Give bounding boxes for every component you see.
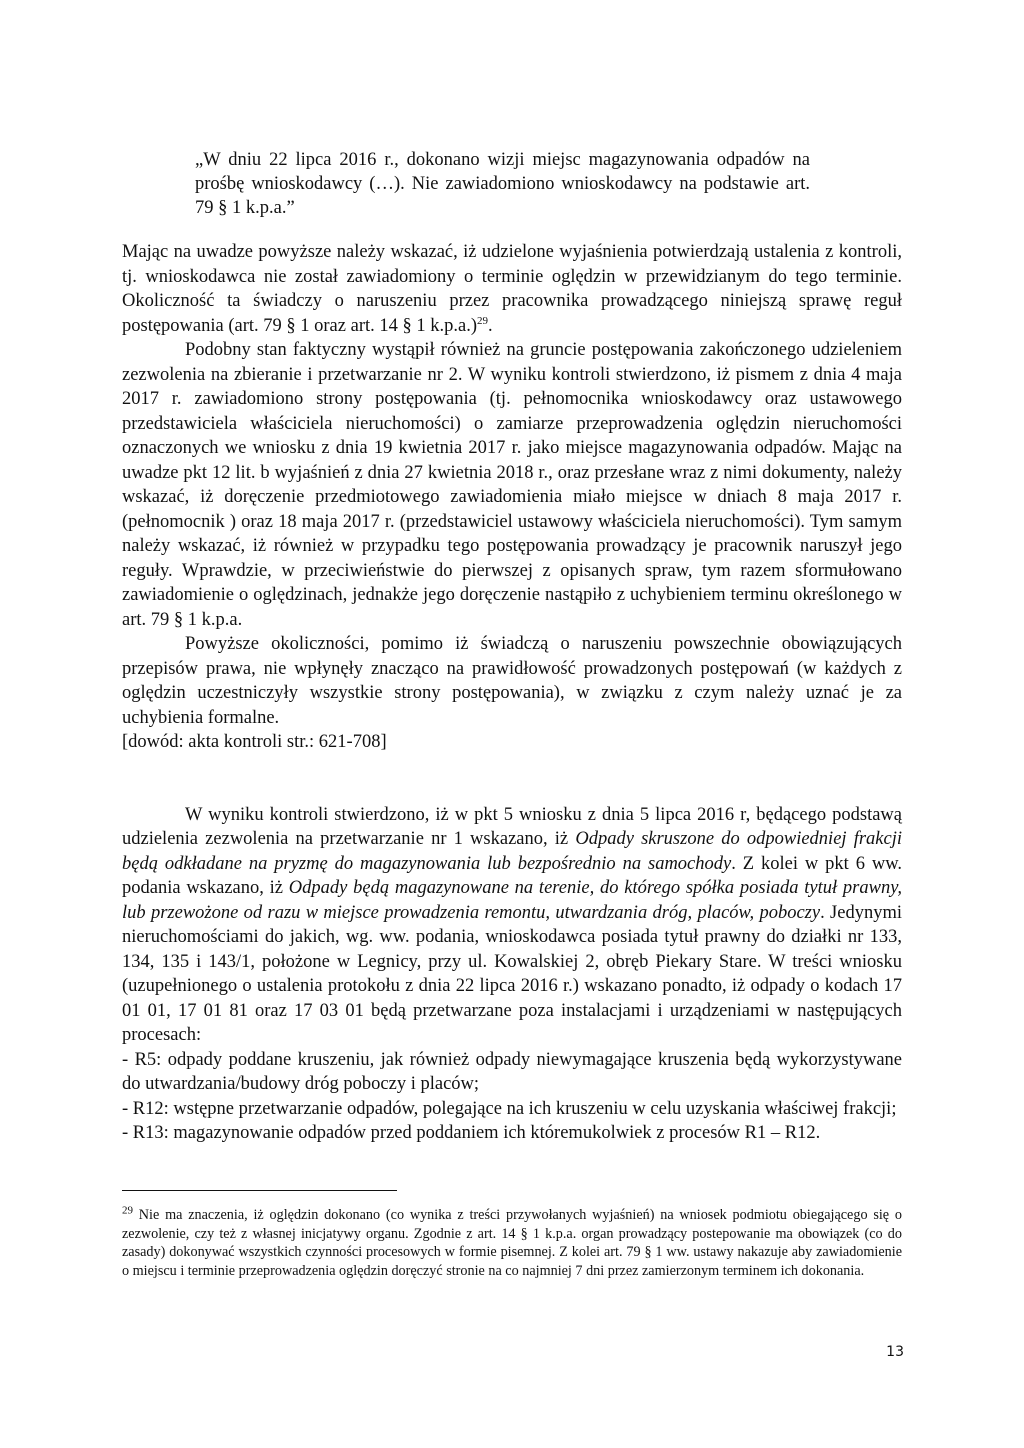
quoted-passage: „W dniu 22 lipca 2016 r., dokonano wizji miejsc magazynowania odpadów na prośbę wnioskodawcy (…). Nie zawiadomiono wnioskodawcy na podstawie art. 79 § 1 k.p.a.” — [195, 150, 810, 218]
paragraph-4 — [122, 803, 902, 1048]
footnote-number: 29 — [122, 1204, 133, 1217]
paragraph-4-italic-quote-2: Odpady będą magazynowane na terenie, do którego spółka posiada tytuł prawny, lub przewożone od razu w miejsce prowadzenia remontu, utwardzania dróg, placów, poboczy — [122, 878, 903, 923]
footnote-separator — [122, 1190, 397, 1191]
footnote-text: Nie ma znaczenia, iż oględzin dokonano (co wynika z treści przywołanych wyjaśnień) na wniosek podmiotu obiegającego się o zezwolenie, czy też z własnej inicjatywy organu. Zgodnie z art. 14 § 1 k.p.a. organ prowadzący postepowanie ma obowiązek (co do zasady) dokonywać wszystkich czynności procesowych w formie pisemnej. Z kolei art. 79 § 1 ww. ustawy nakazuje aby zawiadomienie o miejscu i terminie przeprowadzenia oględzin doręczyć stronie na co najmniej 7 dni przez zamierzonym terminem ich dokonania. — [122, 1207, 902, 1279]
paragraph-4-text-c: . Jedynymi nieruchomościami do jakich, wg. ww. podania, wnioskodawca posiada tytuł prawny do działki nr 133, 134, 135 i 143/1, położone w Legnicy, przy ul. Kowalskiej 2, obręb Piekary Stare. W treści wniosku (uzupełnionego o ustalenia protokołu z dnia 22 lipca 2016 r.) wskazano ponadto, iż odpady o kodach 17 01 01, 17 01 81 oraz 17 03 01 będą przetwarzane poza instalacjami i urządzeniami w następujących procesach: — [122, 902, 902, 1045]
list-item-r13: - R13: magazynowanie odpadów przed poddaniem ich któremukolwiek z procesów R1 – R12. — [122, 1123, 821, 1143]
paragraph-2: Podobny stan faktyczny wystąpił również na gruncie postępowania zakończonego udzieleniem zezwolenia na zbieranie i przetwarzanie nr 2. W wyniku kontroli stwierdzono, iż pismem z dnia 4 maja 2017 r. zawiadomiono strony postępowania (tj. pełnomocnika wnioskodawcy oraz ustawowego przedstawiciela właściciela nieruchomości) o zamiarze przeprowadzenia oględzin nieruchomości oznaczonych we wniosku z dnia 19 kwietnia 2017 r. jako miejsce magazynowania odpadów. Mając na uwadze pkt 12 lit. b wyjaśnień z dnia 27 kwietnia 2018 r., oraz przesłane wraz z nimi dokumenty, należy wskazać, iż doręczenie przedmiotowego zawiadomienia miało miejsce w dniach 8 maja 2017 r. (pełnomocnik ) oraz 18 maja 2017 r. (przedstawiciel ustawowy właściciela nieruchomości). Tym samym należy wskazać, iż również w przypadku tego postępowania prowadzący je pracownik naruszył jego reguły. Wprawdzie, w przeciwieństwie do pierwszej z opisanych spraw, tym razem sformułowano zawiadomienie o oględzinach, jednakże jego doręczenie nastąpiło z uchybieniem terminu określonego w art. 79 § 1 k.p.a. — [122, 340, 902, 630]
evidence-reference: [dowód: akta kontroli str.: 621-708] — [122, 732, 387, 752]
list-item-r12: - R12: wstępne przetwarzanie odpadów, polegające na ich kruszeniu w celu uzyskania właściwej frakcji; — [122, 1098, 897, 1119]
paragraph-1-end: . — [488, 315, 493, 336]
paragraph-3: Powyższe okoliczności, pomimo iż świadczą o naruszeniu powszechnie obowiązujących przepisów prawa, nie wpłynęły znacząco na prawidłowość prowadzonych postępowań (w każdych z oględzin uczestniczyły wszystkie strony postępowania), w związku z czym należy uznać je za uchybienia formalne. — [122, 634, 902, 728]
paragraph-4-text-b: . Z kolei w pkt 6 ww. podania wskazano, iż — [122, 853, 902, 898]
paragraph-4-text-a: W wyniku kontroli stwierdzono, iż w pkt 5 wniosku z dnia 5 lipca 2016 r, będącego podstawą udzielenia zezwolenia na przetwarzanie nr 1 wskazano, iż — [122, 804, 902, 849]
footnote-29 — [122, 1206, 902, 1280]
paragraph-4-italic-quote-1: Odpady skruszone do odpowiedniej frakcji będą odkładane na pryzmę do magazynowania lub bezpośrednio na samochody — [122, 829, 903, 874]
main-text — [122, 240, 902, 1146]
paragraph-spacer — [122, 755, 902, 803]
paragraph-1-text: Mając na uwadze powyższe należy wskazać, iż udzielone wyjaśnienia potwierdzają ustalenia z kontroli, tj. wnioskodawca nie został zawiadomiony o terminie oględzin w przewidzianym do tego terminie. Okoliczność ta świadczy o naruszeniu przez pracownika prowadzącego niniejszą sprawę reguł postępowania (art. 79 § 1 oraz art. 14 § 1 k.p.a.) — [122, 242, 902, 336]
page-number: 13 — [886, 1344, 904, 1360]
footnote-ref-29[interactable]: 29 — [477, 314, 488, 327]
list-item-r5: - R5: odpady poddane kruszeniu, jak również odpady niewymagające kruszenia będą wykorzystywane do utwardzania/budowy dróg poboczy i placów; — [122, 1049, 902, 1094]
paragraph-1 — [122, 240, 902, 338]
